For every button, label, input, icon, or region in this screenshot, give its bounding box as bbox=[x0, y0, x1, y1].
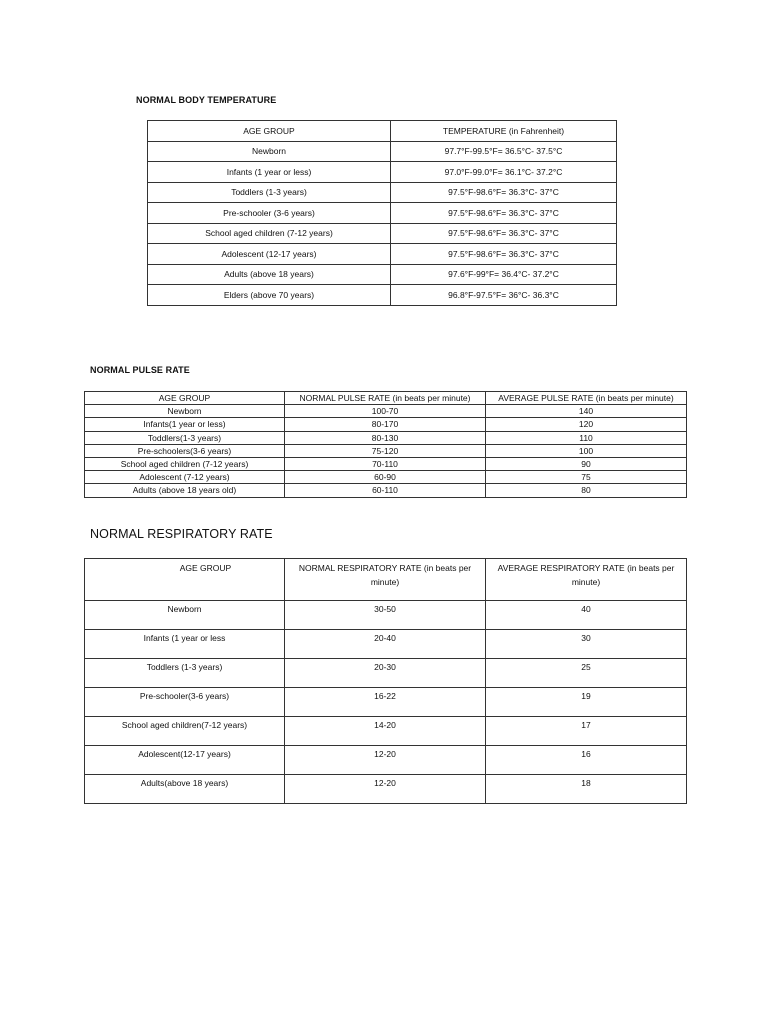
table-row bbox=[148, 203, 617, 224]
column-header: AGE GROUP bbox=[85, 559, 285, 601]
normal-respiratory-cell: 14-20 bbox=[285, 717, 486, 746]
age-group-cell: Newborn bbox=[85, 405, 285, 418]
table-row bbox=[85, 484, 687, 497]
normal-respiratory-cell: 12-20 bbox=[285, 746, 486, 775]
age-group-cell: School aged children (7-12 years) bbox=[85, 457, 285, 470]
age-group-cell: Adults (above 18 years old) bbox=[85, 484, 285, 497]
temperature-cell: 97.7°F-99.5°F= 36.5°C- 37.5°C bbox=[391, 141, 617, 162]
normal-respiratory-cell: 20-40 bbox=[285, 630, 486, 659]
table-row bbox=[85, 688, 687, 717]
normal-respiratory-cell: 20-30 bbox=[285, 659, 486, 688]
age-group-cell: Adolescent (7-12 years) bbox=[85, 471, 285, 484]
normal-pulse-cell: 75-120 bbox=[285, 444, 486, 457]
table-row bbox=[85, 775, 687, 804]
temperature-cell: 96.8°F-97.5°F= 36°C- 36.3°C bbox=[391, 285, 617, 306]
temperature-cell: 97.5°F-98.6°F= 36.3°C- 37°C bbox=[391, 203, 617, 224]
age-group-cell: School aged children (7-12 years) bbox=[148, 223, 391, 244]
age-group-cell: Adults(above 18 years) bbox=[85, 775, 285, 804]
normal-pulse-cell: 80-170 bbox=[285, 418, 486, 431]
table-row bbox=[85, 659, 687, 688]
temperature-cell: 97.5°F-98.6°F= 36.3°C- 37°C bbox=[391, 244, 617, 265]
average-pulse-cell: 75 bbox=[486, 471, 687, 484]
table-row bbox=[85, 601, 687, 630]
average-respiratory-cell: 18 bbox=[486, 775, 687, 804]
age-group-cell: Pre-schooler (3-6 years) bbox=[148, 203, 391, 224]
temperature-cell: 97.6°F-99°F= 36.4°C- 37.2°C bbox=[391, 264, 617, 285]
average-pulse-cell: 120 bbox=[486, 418, 687, 431]
age-group-cell: Toddlers (1-3 years) bbox=[85, 659, 285, 688]
table-row bbox=[85, 418, 687, 431]
average-respiratory-cell: 17 bbox=[486, 717, 687, 746]
column-header: NORMAL RESPIRATORY RATE (in beats per minute) bbox=[285, 559, 486, 601]
normal-pulse-cell: 80-130 bbox=[285, 431, 486, 444]
temperature-cell: 97.5°F-98.6°F= 36.3°C- 37°C bbox=[391, 223, 617, 244]
column-header: AVERAGE RESPIRATORY RATE (in beats per minute) bbox=[486, 559, 687, 601]
pulse-heading: NORMAL PULSE RATE bbox=[90, 365, 190, 375]
table-row bbox=[148, 223, 617, 244]
average-respiratory-cell: 16 bbox=[486, 746, 687, 775]
average-pulse-cell: 140 bbox=[486, 405, 687, 418]
average-respiratory-cell: 19 bbox=[486, 688, 687, 717]
age-group-cell: Pre-schooler(3-6 years) bbox=[85, 688, 285, 717]
column-header: TEMPERATURE (in Fahrenheit) bbox=[391, 121, 617, 142]
average-pulse-cell: 80 bbox=[486, 484, 687, 497]
respiratory-heading: NORMAL RESPIRATORY RATE bbox=[90, 527, 273, 541]
normal-pulse-cell: 100-70 bbox=[285, 405, 486, 418]
age-group-cell: Infants(1 year or less) bbox=[85, 418, 285, 431]
average-pulse-cell: 110 bbox=[486, 431, 687, 444]
average-respiratory-cell: 25 bbox=[486, 659, 687, 688]
average-pulse-cell: 100 bbox=[486, 444, 687, 457]
temperature-heading: NORMAL BODY TEMPERATURE bbox=[136, 95, 277, 105]
table-row bbox=[148, 162, 617, 183]
normal-respiratory-cell: 16-22 bbox=[285, 688, 486, 717]
temperature-table bbox=[147, 120, 617, 306]
table-row bbox=[148, 141, 617, 162]
table-row bbox=[85, 471, 687, 484]
table-header-row bbox=[85, 392, 687, 405]
average-pulse-cell: 90 bbox=[486, 457, 687, 470]
table-row bbox=[85, 717, 687, 746]
normal-pulse-cell: 70-110 bbox=[285, 457, 486, 470]
table-row bbox=[85, 431, 687, 444]
table-row bbox=[85, 457, 687, 470]
age-group-cell: Newborn bbox=[148, 141, 391, 162]
column-header: NORMAL PULSE RATE (in beats per minute) bbox=[285, 392, 486, 405]
normal-respiratory-cell: 30-50 bbox=[285, 601, 486, 630]
age-group-cell: Pre-schoolers(3-6 years) bbox=[85, 444, 285, 457]
table-row bbox=[148, 285, 617, 306]
temperature-cell: 97.0°F-99.0°F= 36.1°C- 37.2°C bbox=[391, 162, 617, 183]
age-group-cell: Toddlers(1-3 years) bbox=[85, 431, 285, 444]
table-row bbox=[148, 244, 617, 265]
age-group-cell: Adults (above 18 years) bbox=[148, 264, 391, 285]
age-group-cell: School aged children(7-12 years) bbox=[85, 717, 285, 746]
age-group-cell: Elders (above 70 years) bbox=[148, 285, 391, 306]
temperature-cell: 97.5°F-98.6°F= 36.3°C- 37°C bbox=[391, 182, 617, 203]
pulse-table bbox=[84, 391, 687, 498]
normal-respiratory-cell: 12-20 bbox=[285, 775, 486, 804]
table-row bbox=[85, 444, 687, 457]
age-group-cell: Infants (1 year or less bbox=[85, 630, 285, 659]
table-row bbox=[85, 405, 687, 418]
column-header: AGE GROUP bbox=[148, 121, 391, 142]
table-row bbox=[85, 630, 687, 659]
normal-pulse-cell: 60-90 bbox=[285, 471, 486, 484]
table-row bbox=[148, 264, 617, 285]
table-header-row bbox=[148, 121, 617, 142]
column-header: AGE GROUP bbox=[85, 392, 285, 405]
column-header: AVERAGE PULSE RATE (in beats per minute) bbox=[486, 392, 687, 405]
age-group-cell: Infants (1 year or less) bbox=[148, 162, 391, 183]
average-respiratory-cell: 30 bbox=[486, 630, 687, 659]
age-group-cell: Adolescent (12-17 years) bbox=[148, 244, 391, 265]
average-respiratory-cell: 40 bbox=[486, 601, 687, 630]
normal-pulse-cell: 60-110 bbox=[285, 484, 486, 497]
table-header-row bbox=[85, 559, 687, 601]
table-row bbox=[85, 746, 687, 775]
respiratory-table bbox=[84, 558, 687, 804]
table-row bbox=[148, 182, 617, 203]
age-group-cell: Newborn bbox=[85, 601, 285, 630]
age-group-cell: Toddlers (1-3 years) bbox=[148, 182, 391, 203]
age-group-cell: Adolescent(12-17 years) bbox=[85, 746, 285, 775]
